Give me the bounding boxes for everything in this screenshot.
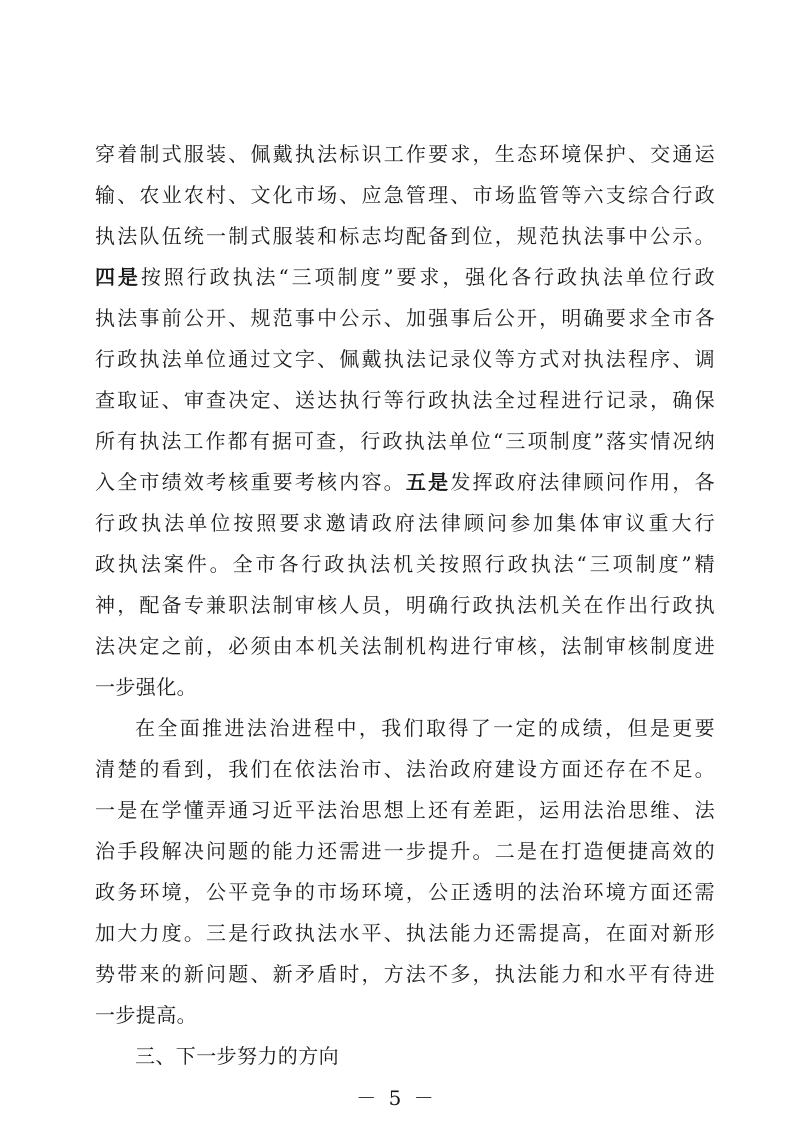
text-line: 输、农业农村、文化市场、应急管理、市场监管等六支综合行政 (95, 183, 715, 207)
text-line: 一是在学懂弄通习近平法治思想上还有差距，运用法治思维、法 (95, 798, 715, 822)
text-line: 一步强化。 (95, 675, 197, 699)
section-heading: 三、下一步努力的方向 (135, 1044, 339, 1068)
text-line: 政务环境，公平竞争的市场环境，公正透明的法治环境方面还需 (95, 880, 715, 904)
text-line: 穿着制式服装、佩戴执法标识工作要求，生态环境保护、交通运 (95, 142, 715, 166)
text-line: 神，配备专兼职法制审核人员，明确行政执法机关在作出行政执 (95, 593, 715, 617)
text-line: 清楚的看到，我们在依法治市、法治政府建设方面还存在不足。 (95, 757, 715, 781)
text-line: 法决定之前，必须由本机关法制机构进行审核，法制审核制度进 (95, 634, 715, 658)
paragraph-first-line: 在全面推进法治进程中，我们取得了一定的成绩，但是更要 (135, 716, 715, 740)
page-number: － 5 － (356, 1086, 437, 1110)
text-line: 查取证、审查决定、送达执行等行政执法全过程进行记录，确保 (95, 388, 715, 412)
text-line: 一步提高。 (95, 1003, 197, 1027)
text-line: 势带来的新问题、新矛盾时，方法不多，执法能力和水平有待进 (95, 962, 715, 986)
text-line: 执法事前公开、规范事中公示、加强事后公开，明确要求全市各 (95, 306, 715, 330)
point-marker: 五是 (405, 470, 451, 494)
text-line: 政执法案件。全市各行政执法机关按照行政执法“三项制度”精 (95, 552, 715, 576)
text-line: 所有执法工作都有据可查，行政执法单位“三项制度”落实情况纳 (95, 429, 715, 453)
text-line: 四是按照行政执法“三项制度”要求，强化各行政执法单位行政 (95, 265, 715, 289)
text-line: 行政执法单位按照要求邀请政府法律顾问参加集体审议重大行 (95, 511, 715, 535)
text-line: 入全市绩效考核重要考核内容。五是发挥政府法律顾问作用，各 (95, 470, 715, 494)
text-line: 执法队伍统一制式服装和标志均配备到位，规范执法事中公示。 (95, 224, 715, 248)
point-marker: 四是 (95, 265, 141, 289)
text-line: 行政执法单位通过文字、佩戴执法记录仪等方式对执法程序、调 (95, 347, 715, 371)
text-line: 治手段解决问题的能力还需进一步提升。二是在打造便捷高效的 (95, 839, 715, 863)
text-line: 加大力度。三是行政执法水平、执法能力还需提高，在面对新形 (95, 921, 715, 945)
